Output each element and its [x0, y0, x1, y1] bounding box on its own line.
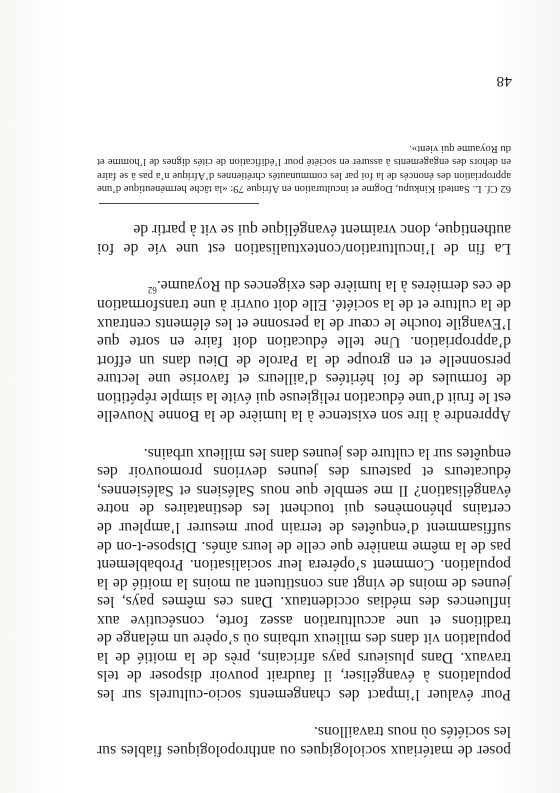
- footnote-reference[interactable]: 62: [147, 285, 157, 296]
- main-text-block: [97, 220, 511, 759]
- footnote-text: Cf. L. Santedi Kinkupu, Dogme et inculturation en Afrique 79: «la tâche herméneutique d’une appropriation des énoncés de la foi par les communautés chrétiennes d’Afrique n’a pas à se faire en dehors des engagements à assurer en société pour l’édification de cités dignes de l’homme et du Royaume qui vient».: [96, 143, 511, 194]
- page-number: 48: [496, 73, 512, 89]
- footnote-separator: [99, 203, 259, 204]
- paragraph-1: poser de matériaux sociologiques ou anthropologiques fiables sur les sociétés où nous travaillons.: [97, 723, 511, 759]
- footnote: [97, 142, 511, 195]
- paragraph-3-text: Apprendre à lire son existence à la lumière de la Bonne Nouvelle est le fruit d’une éducation religieuse qui évite la simple répétition de formules de foi héritées d’ailleurs et favorise une lecture personnelle et en groupe de la Parole de Dieu dans un effort d’appropriation. Une telle éducation doit faire en sorte que l’Evangile touche le cœur de la personne et les éléments centraux de la culture et de la société. Elle doit ouvrir à une transformation de ces dernières à la lumière des exigences du Royaume.: [97, 277, 511, 425]
- paragraph-4: La fin de l’inculturation/contextualisation est une vie de foi authentique, donc vraiment évangélique qui se vit à partir de: [97, 221, 511, 257]
- paragraph-2: Pour évaluer l’impact des changements socio-culturels sur les populations à évangéliser, il faudrait pouvoir disposer de tels travaux. Dans plusieurs pays africains, près de la moitié de la population vit dans des milieux urbains où s’opère un mélange de traditions et une acculturation assez forte, consécutive aux influences des médias occidentaux. Dans ces mêmes pays, les jeunes de moins de vingt ans constituent au moins la moitié de la population. Comment s’opérera leur socialisation. Probablement pas de la même manière que celle de leurs aînés. Dispose-t-on de suffisamment d’enquêtes de terrain pour mesurer l’ampleur de certains phénomènes qui touchent les destinataires de notre évangélisation? Il me semble que nous Salésiens et Salésiennes, éducateurs et pasteurs des jeunes devrions promouvoir des enquêtes sur la culture des jeunes dans les milieux urbains.: [97, 444, 511, 703]
- paragraph-3: [97, 276, 511, 424]
- footnote-marker: 62: [500, 183, 511, 194]
